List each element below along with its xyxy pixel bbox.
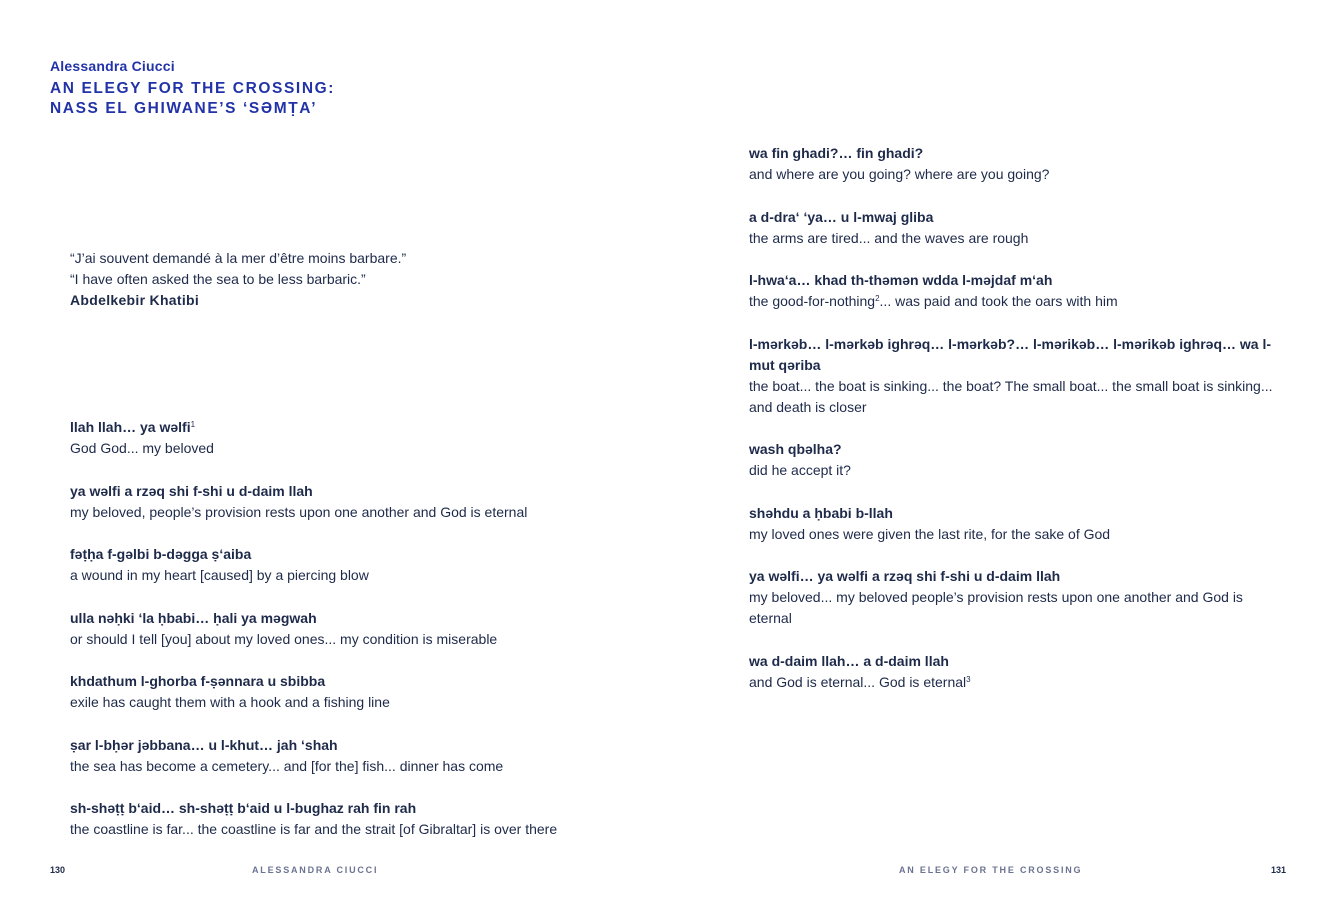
lyric-stanza: [749, 566, 1279, 629]
page-number-left: 130: [50, 865, 66, 875]
lyric-original: ulla nəḥki ‘la ḥbabi… ḥali ya məgwah: [70, 609, 317, 626]
lyric-translation: and where are you going? where are you going?: [749, 166, 1050, 182]
lyric-original: l-mərkəb… l-mərkəb ighrəq… l-mərkəb?… l-mərikəb… l-mərikəb ighrəq… wa l-mut qəriba: [749, 335, 1272, 373]
lyric-stanza: [749, 503, 1279, 545]
footnote-ref[interactable]: 2: [875, 294, 880, 303]
footnote-ref[interactable]: 1: [190, 420, 196, 429]
lyric-original: l-hwa‘a… khad th-thəmən wdda l-məjdaf m‘ah: [749, 272, 1053, 288]
lyric-original: khdathum l-ghorba f-ṣənnara u sbibba: [70, 673, 326, 689]
lyric-translation: a wound in my heart [caused] by a piercing blow: [70, 567, 369, 583]
lyric-translation: the sea has become a cemetery... and [for the] fish... dinner has come: [70, 757, 504, 774]
lyric-stanza: [70, 798, 630, 840]
lyric-original: ya wəlfi a rzəq shi f-shi u d-daim llah: [70, 482, 313, 499]
lyric-stanza: [749, 143, 1279, 185]
epigraph-attribution: Abdelkebir Khatibi: [70, 292, 200, 308]
lyric-stanza: [749, 207, 1279, 249]
lyric-translation: and God is eternal... God is eternal$^3$: [749, 673, 971, 690]
lyric-original: llah llah… ya wəlfi$^1$: [70, 419, 196, 435]
lyric-stanza: [70, 608, 630, 650]
title-line-1: AN ELEGY FOR THE CROSSING:: [50, 80, 336, 97]
lyric-original: fəṭḥa f-gəlbi b-dəgga ṣ‘aiba: [70, 546, 252, 562]
lyric-stanza: [70, 481, 630, 523]
lyric-translation: the coastline is far... the coastline is far and the strait [of Gibraltar] is over there: [70, 821, 558, 837]
epigraph-french: “J’ai souvent demandé à la mer d’être moins barbare.”: [70, 250, 407, 266]
author-name: Alessandra Ciucci: [50, 58, 175, 74]
lyric-stanza: [749, 270, 1279, 312]
running-head-left: ALESSANDRA CIUCCI: [252, 865, 379, 875]
lyric-original: a d-dra‘ ‘ya… u l-mwaj gliba: [749, 208, 934, 225]
page-number-right: 131: [1271, 865, 1287, 875]
lyric-stanza: [749, 439, 1279, 481]
lyric-translation: my beloved... my beloved people’s provision rests upon one another and God is eternal: [749, 589, 1243, 626]
lyric-original: sh-shəṭṭ b‘aid… sh-shəṭṭ b‘aid u l-bughaz rah fin rah: [70, 800, 417, 816]
lyric-translation: the boat... the boat is sinking... the boat? The small boat... the small boat is sinking... and death is closer: [749, 377, 1273, 415]
article-title: [50, 79, 650, 119]
lyric-translation: God God... my beloved: [70, 440, 214, 456]
lyric-stanza: [749, 334, 1279, 418]
lyric-original: wa d-daim llah… a d-daim llah: [749, 652, 949, 669]
lyric-translation: the arms are tired... and the waves are rough: [749, 229, 1029, 246]
lyric-original: shəhdu a ḥbabi b-llah: [749, 504, 893, 521]
lyric-original: ya wəlfi… ya wəlfi a rzəq shi f-shi u d-daim llah: [749, 568, 1061, 584]
lyric-original: ṣar l-bḥər jəbbana… u l-khut… jah ‘shah: [70, 736, 338, 753]
lyric-translation: my beloved, people’s provision rests upon one another and God is eternal: [70, 503, 528, 520]
lyric-original: wa fin ghadi?… fin ghadi?: [749, 145, 924, 161]
lyric-stanza: [70, 544, 630, 586]
lyric-translation: or should I tell [you] about my loved ones... my condition is miserable: [70, 630, 498, 647]
lyric-translation: my loved ones were given the last rite, for the sake of God: [749, 525, 1111, 542]
footnote-ref[interactable]: 3: [966, 674, 971, 684]
running-head-right: AN ELEGY FOR THE CROSSING: [899, 865, 1083, 875]
lyric-stanza: [70, 417, 630, 459]
lyric-translation: did he accept it?: [749, 462, 851, 478]
lyric-original: wash qbəlha?: [749, 441, 842, 457]
lyric-translation: the good-for-nothing$^2$... was paid and took the oars with him: [749, 293, 1118, 309]
lyrics-right-column: [749, 143, 1279, 714]
lyric-stanza: [70, 735, 630, 777]
epigraph-english: “I have often asked the sea to be less barbaric.”: [70, 271, 366, 287]
epigraph: [70, 248, 630, 311]
lyrics-left-column: [70, 417, 630, 862]
lyric-stanza: [70, 671, 630, 713]
lyric-translation: exile has caught them with a hook and a fishing line: [70, 694, 390, 710]
title-line-2: NASS EL GHIWANE’S ‘SƏMṬA’: [50, 100, 318, 117]
lyric-stanza: [749, 651, 1279, 693]
